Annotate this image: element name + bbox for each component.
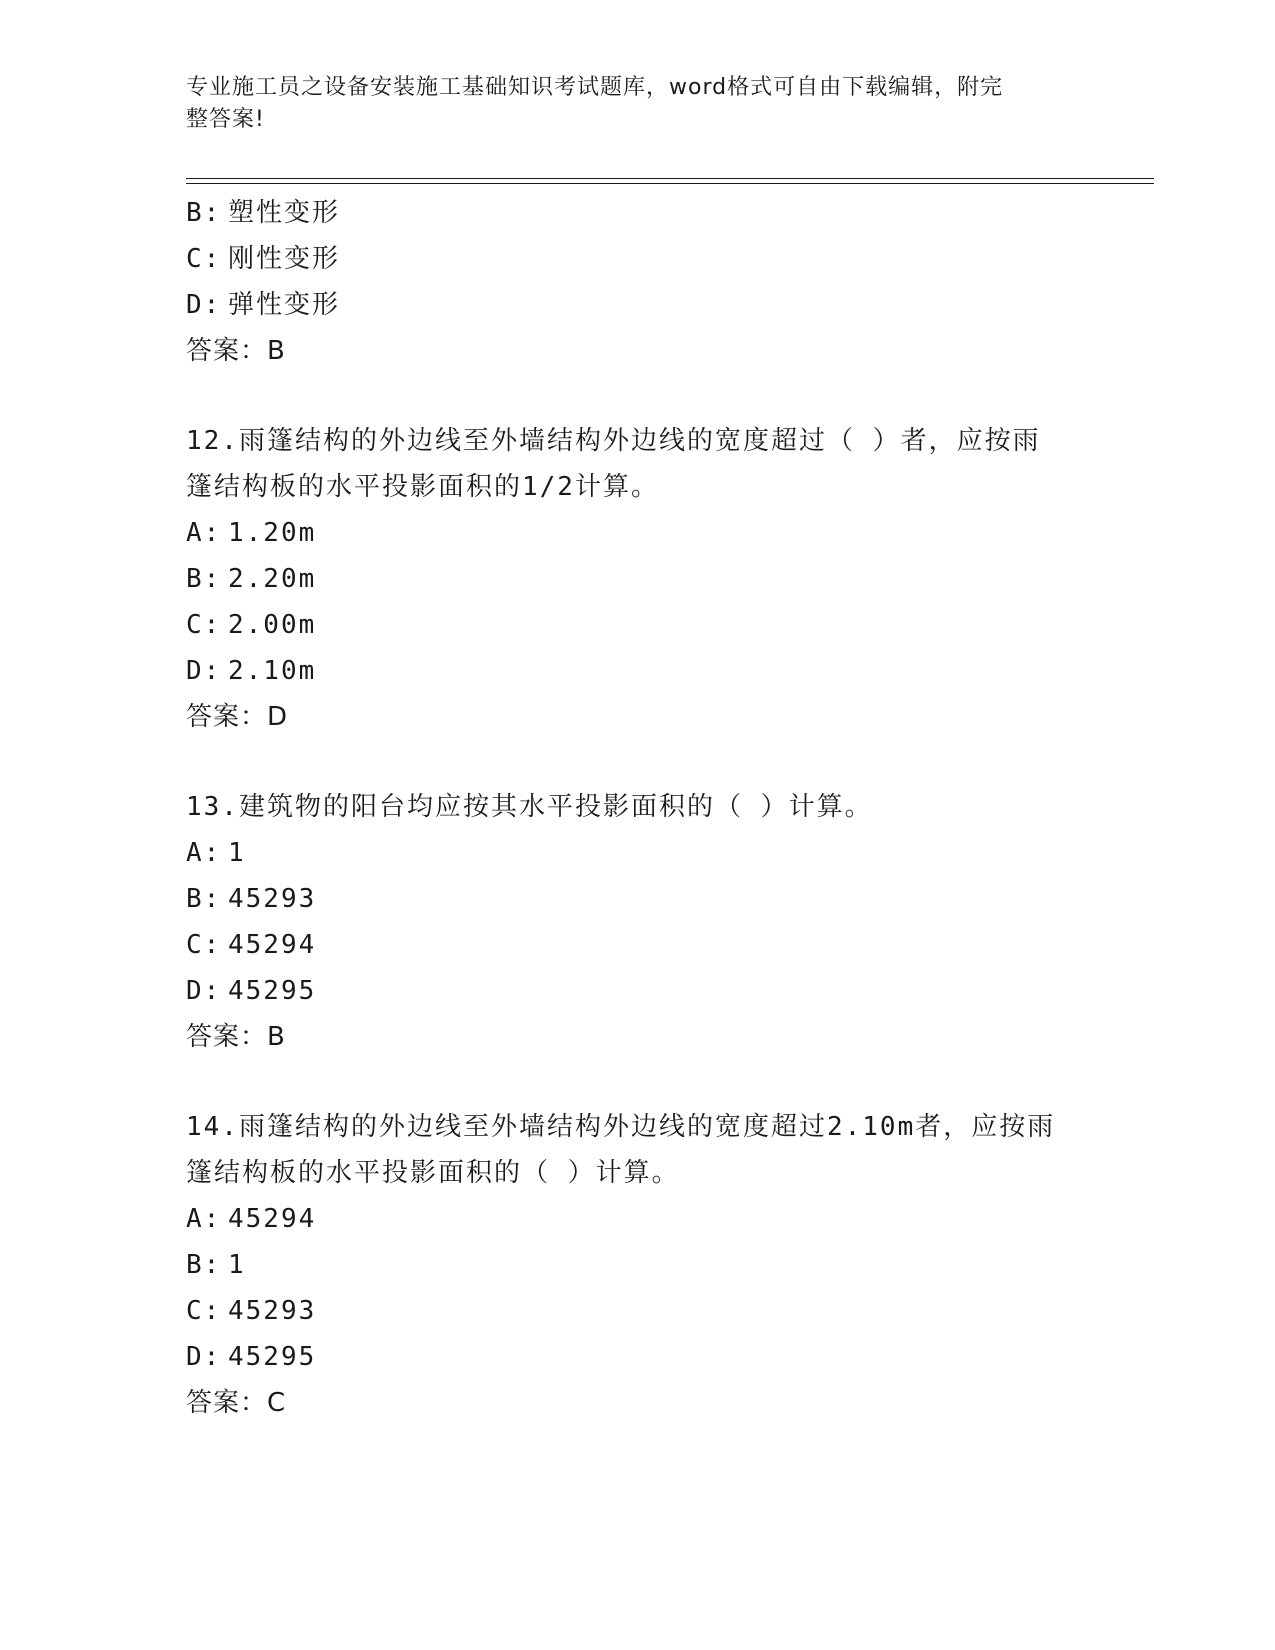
option-text: 刚性变形 (228, 244, 341, 274)
option-text: 45294 (228, 930, 317, 960)
option-key: D: (186, 656, 222, 686)
option-c (186, 1288, 1086, 1334)
option-c (186, 922, 1086, 968)
option-key: D: (186, 976, 222, 1006)
question-text (186, 418, 1066, 510)
question-text-line-2: 篷结构板的水平投影面积的1/2计算。 (186, 472, 659, 502)
option-d (186, 282, 1086, 328)
option-text: 45295 (228, 976, 317, 1006)
option-text: 2.00m (228, 610, 317, 640)
option-b (186, 1242, 1086, 1288)
option-c (186, 236, 1086, 282)
option-text: 2.20m (228, 564, 317, 594)
option-b (186, 190, 1086, 236)
spacer (186, 1060, 1086, 1104)
option-key: C: (186, 1296, 222, 1326)
page-header (186, 72, 1066, 136)
question-text-line-1: 14.雨篷结构的外边线至外墙结构外边线的宽度超过2.10m者，应按雨 (186, 1112, 1056, 1142)
option-key: B: (186, 198, 222, 228)
question-text (186, 784, 1066, 830)
answer-line: 答案：B (186, 336, 286, 366)
option-key: C: (186, 244, 222, 274)
option-d (186, 968, 1086, 1014)
option-key: D: (186, 290, 222, 320)
option-text: 2.10m (228, 656, 317, 686)
spacer (186, 374, 1086, 418)
question-text (186, 1104, 1066, 1196)
option-a (186, 510, 1086, 556)
question-text-line-1: 13.建筑物的阳台均应按其水平投影面积的（ ）计算。 (186, 792, 873, 822)
answer-line: 答案：B (186, 1022, 286, 1052)
question-11 (186, 190, 1086, 374)
option-text: 45295 (228, 1342, 317, 1372)
answer-line: 答案：C (186, 1388, 287, 1418)
option-d (186, 1334, 1086, 1380)
option-key: A: (186, 1204, 222, 1234)
question-text-line-2: 篷结构板的水平投影面积的（ ）计算。 (186, 1158, 680, 1188)
option-text: 45293 (228, 1296, 317, 1326)
option-text: 1.20m (228, 518, 317, 548)
option-key: B: (186, 884, 222, 914)
answer-line: 答案：D (186, 702, 289, 732)
option-key: C: (186, 610, 222, 640)
header-divider-top (186, 178, 1154, 179)
option-key: A: (186, 518, 222, 548)
option-text: 1 (228, 1250, 246, 1280)
option-a (186, 830, 1086, 876)
option-key: C: (186, 930, 222, 960)
question-text-line-1: 12.雨篷结构的外边线至外墙结构外边线的宽度超过（ ）者，应按雨 (186, 426, 1041, 456)
option-text: 45293 (228, 884, 317, 914)
question-13 (186, 784, 1086, 1060)
option-text: 1 (228, 838, 246, 868)
option-c (186, 602, 1086, 648)
header-line-1: 专业施工员之设备安装施工基础知识考试题库，word格式可自由下载编辑，附完 (186, 75, 1004, 100)
spacer (186, 740, 1086, 784)
option-text: 塑性变形 (228, 198, 341, 228)
option-b (186, 556, 1086, 602)
question-14 (186, 1104, 1086, 1426)
question-12 (186, 418, 1086, 740)
option-key: B: (186, 1250, 222, 1280)
option-text: 弹性变形 (228, 290, 341, 320)
option-a (186, 1196, 1086, 1242)
option-b (186, 876, 1086, 922)
header-line-2: 整答案! (186, 107, 265, 132)
question-list (186, 190, 1086, 1426)
option-key: B: (186, 564, 222, 594)
option-key: D: (186, 1342, 222, 1372)
option-text: 45294 (228, 1204, 317, 1234)
option-key: A: (186, 838, 222, 868)
option-d (186, 648, 1086, 694)
header-divider-bottom (186, 183, 1154, 184)
